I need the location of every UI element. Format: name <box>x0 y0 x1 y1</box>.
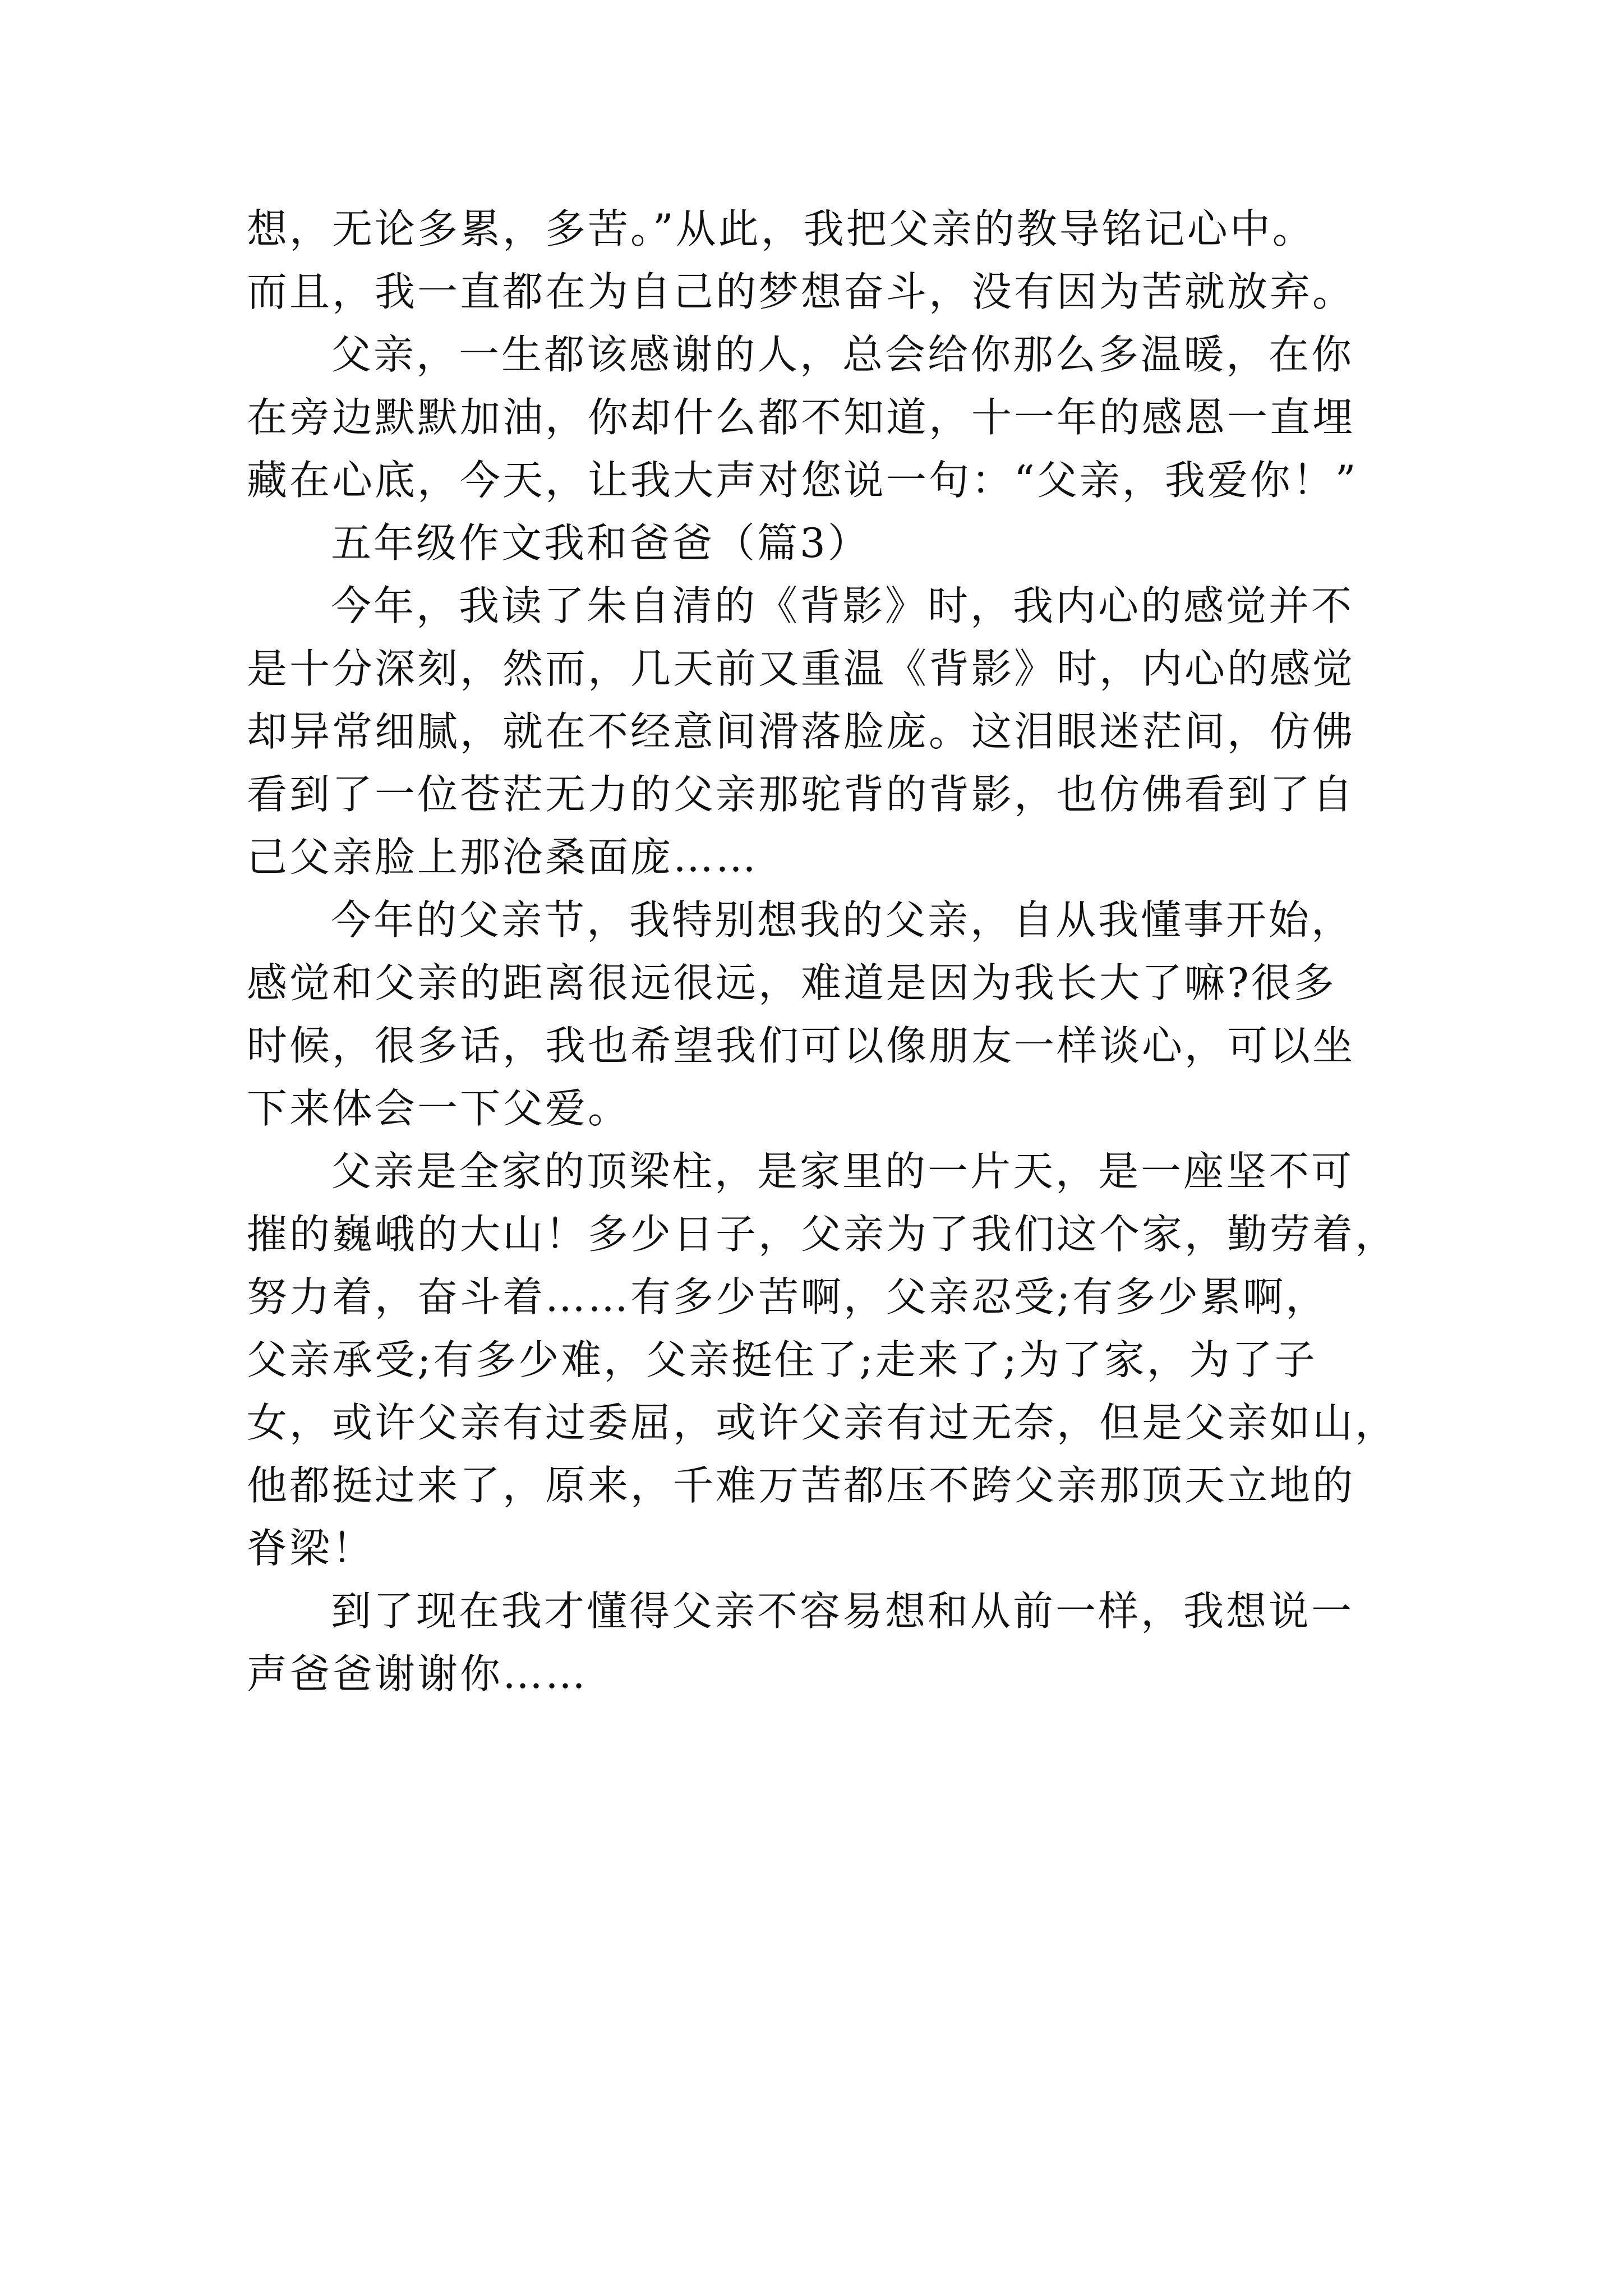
paragraph-start-line: 今年，我读了朱自清的《背影》时，我内心的感觉并不 <box>331 582 1354 629</box>
text-line: 感觉和父亲的距离很远很远，难道是因为我长大了嘛?很多 <box>247 959 1336 1006</box>
section-heading: 五年级作文我和爸爸（篇3） <box>331 519 870 567</box>
text-line: 女，或许父亲有过委屈，或许父亲有过无奈，但是父亲如山， <box>247 1399 1398 1446</box>
paragraph-start-line: 到了现在我才懂得父亲不容易想和从前一样，我想说一 <box>331 1588 1354 1635</box>
text-line: 己父亲脸上那沧桑面庞…… <box>247 834 759 881</box>
text-line: 脊梁！ <box>247 1525 375 1572</box>
paragraph-start-line: 父亲，一生都该感谢的人，总会给你那么多温暖，在你 <box>331 331 1354 378</box>
text-line: 想，无论多累，多苦。”从此，我把父亲的教导铭记心中。 <box>247 205 1315 252</box>
text-line: 在旁边默默加油，你却什么都不知道，十一年的感恩一直埋 <box>247 394 1355 441</box>
text-line: 下来体会一下父爱。 <box>247 1085 631 1132</box>
document-body <box>247 197 1398 1705</box>
text-line: 声爸爸谢谢你…… <box>247 1650 588 1697</box>
text-line: 努力着，奋斗着……有多少苦啊，父亲忍受;有多少累啊， <box>247 1273 1329 1320</box>
paragraph-start-line: 今年的父亲节，我特别想我的父亲，自从我懂事开始， <box>331 896 1354 944</box>
text-line: 而且，我一直都在为自己的梦想奋斗，没有因为苦就放弃。 <box>247 268 1355 315</box>
text-line: 父亲承受;有多少难，父亲挺住了;走来了;为了家，为了子 <box>247 1336 1317 1383</box>
text-line: 摧的巍峨的大山！多少日子，父亲为了我们这个家，勤劳着， <box>247 1211 1398 1258</box>
text-line: 是十分深刻，然而，几天前又重温《背影》时，内心的感觉 <box>247 645 1355 692</box>
text-line: 却异常细腻，就在不经意间滑落脸庞。这泪眼迷茫间，仿佛 <box>247 708 1355 755</box>
text-line: 看到了一位苍茫无力的父亲那驼背的背影，也仿佛看到了自 <box>247 771 1355 818</box>
text-line: 他都挺过来了，原来，千难万苦都压不跨父亲那顶天立地的 <box>247 1462 1355 1509</box>
text-line: 藏在心底，今天，让我大声对您说一句：“父亲，我爱你！” <box>247 457 1358 504</box>
text-line: 时候，很多话，我也希望我们可以像朋友一样谈心，可以坐 <box>247 1022 1355 1069</box>
paragraph-start-line: 父亲是全家的顶梁柱，是家里的一片天，是一座坚不可 <box>331 1148 1354 1195</box>
